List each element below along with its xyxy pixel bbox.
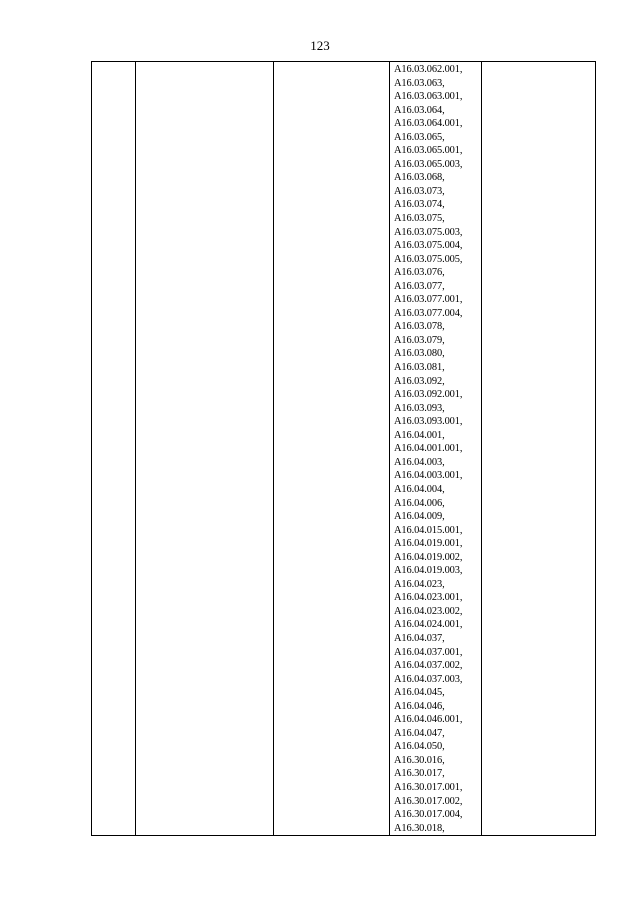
list-item: A16.04.006, <box>394 497 445 509</box>
list-item: A16.04.037.002, <box>394 660 463 672</box>
list-item: A16.03.092.001, <box>394 389 463 401</box>
list-item: A16.03.093.001, <box>394 416 463 428</box>
cell-number <box>92 62 136 836</box>
list-item: A16.04.003, <box>394 456 445 468</box>
list-item: A16.03.093, <box>394 402 445 414</box>
list-item: A16.03.077, <box>394 280 445 292</box>
list-item: A16.04.024.001, <box>394 619 463 631</box>
list-item: A16.03.077.001, <box>394 294 463 306</box>
list-item: A16.04.004, <box>394 483 445 495</box>
list-item: A16.04.009, <box>394 511 445 523</box>
list-item: A16.03.076, <box>394 267 445 279</box>
cell-description <box>274 62 390 836</box>
list-item: A16.04.023, <box>394 578 445 590</box>
list-item: A16.04.001.001, <box>394 443 463 455</box>
list-item: A16.04.019.001, <box>394 538 463 550</box>
list-item: A16.03.078, <box>394 321 445 333</box>
list-item: A16.03.073, <box>394 185 445 197</box>
list-item: A16.03.063, <box>394 77 445 89</box>
services-table <box>91 61 596 836</box>
list-item: A16.03.075.003, <box>394 226 463 238</box>
list-item: A16.03.064, <box>394 104 445 116</box>
list-item: A16.04.046.001, <box>394 714 463 726</box>
list-item: A16.04.023.002, <box>394 605 463 617</box>
list-item: A16.04.019.002, <box>394 551 463 563</box>
list-item: A16.04.047, <box>394 727 445 739</box>
list-item: A16.03.064.001, <box>394 118 463 130</box>
list-item: A16.04.023.001, <box>394 592 463 604</box>
cell-codes <box>390 62 482 836</box>
list-item: A16.04.050, <box>394 741 445 753</box>
cell-notes <box>482 62 596 836</box>
list-item: A16.04.037.003, <box>394 673 463 685</box>
list-item: A16.03.081, <box>394 362 445 374</box>
list-item: A16.03.062.001, <box>394 64 463 75</box>
list-item: A16.03.079, <box>394 334 445 346</box>
code-list <box>390 62 481 835</box>
list-item: A16.03.075, <box>394 213 445 225</box>
list-item: A16.30.016, <box>394 754 445 766</box>
list-item: A16.03.075.004, <box>394 240 463 252</box>
list-item: A16.04.001, <box>394 429 445 441</box>
list-item: A16.03.065.001, <box>394 145 463 157</box>
list-item: A16.30.017.004, <box>394 809 463 821</box>
list-item: A16.03.065, <box>394 131 445 143</box>
list-item: A16.04.045, <box>394 687 445 699</box>
list-item: A16.30.018, <box>394 822 445 834</box>
list-item: A16.04.019.003, <box>394 565 463 577</box>
list-item: A16.03.063.001, <box>394 91 463 103</box>
table-row <box>92 62 596 836</box>
list-item: A16.30.017, <box>394 768 445 780</box>
page-number: 123 <box>310 38 330 53</box>
list-item: A16.03.075.005, <box>394 253 463 265</box>
list-item: A16.03.068, <box>394 172 445 184</box>
list-item: A16.30.017.002, <box>394 795 463 807</box>
list-item: A16.03.074, <box>394 199 445 211</box>
list-item: A16.30.017.001, <box>394 781 463 793</box>
list-item: A16.04.037, <box>394 632 445 644</box>
list-item: A16.03.077.004, <box>394 307 463 319</box>
list-item: A16.04.015.001, <box>394 524 463 536</box>
list-item: A16.04.046, <box>394 700 445 712</box>
cell-name <box>136 62 274 836</box>
list-item: A16.03.080, <box>394 348 445 360</box>
list-item: A16.04.037.001, <box>394 646 463 658</box>
list-item: A16.03.092, <box>394 375 445 387</box>
list-item: A16.04.003.001, <box>394 470 463 482</box>
list-item: A16.03.065.003, <box>394 158 463 170</box>
